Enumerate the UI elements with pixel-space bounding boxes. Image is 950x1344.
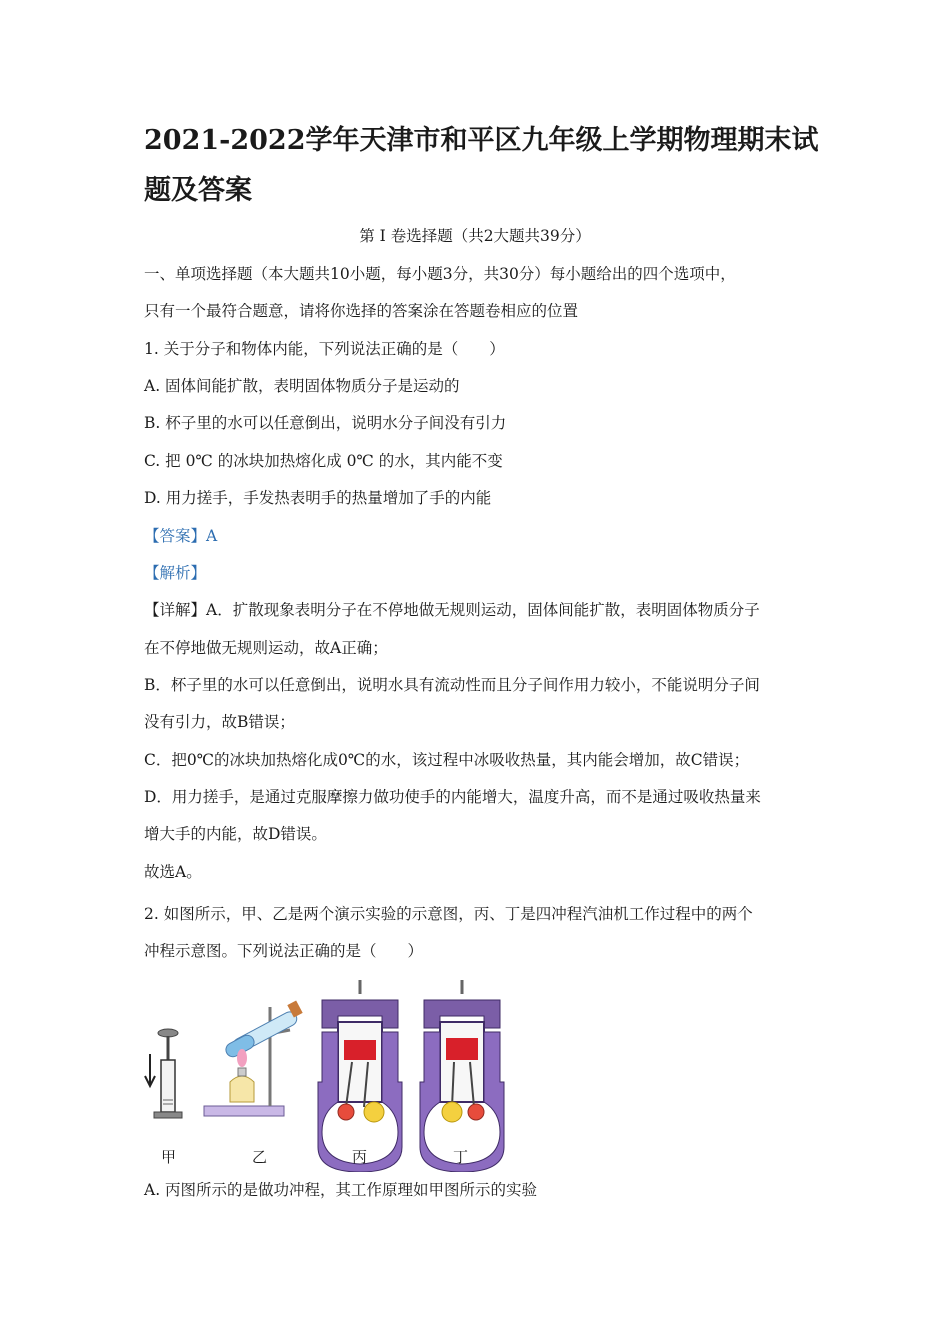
figure-label-ding: 丁 (453, 1148, 469, 1166)
figure-label-jia: 甲 (161, 1148, 177, 1166)
q1-option-a: A. 固体间能扩散，表明固体物质分子是运动的 (144, 377, 460, 395)
test-tube-heating-figure (204, 1000, 303, 1116)
engine-stroke-figure-bing (318, 980, 402, 1172)
figure-label-yi: 乙 (252, 1148, 268, 1166)
question-2-stem-line-2: 冲程示意图。下列说法正确的是（ ） (144, 942, 424, 960)
section-heading: 第 Ⅰ 卷选择题（共2大题共39分） (359, 227, 591, 245)
figure-label-bing: 丙 (352, 1148, 368, 1166)
question-1-stem: 1. 关于分子和物体内能，下列说法正确的是（ ） (144, 340, 505, 358)
q1-answer: 【答案】A (144, 527, 218, 545)
q1-detail-line: 增大手的内能，故D错误。 (144, 825, 327, 843)
q1-analysis-label: 【解析】 (144, 564, 207, 582)
experiment-figures (140, 972, 520, 1172)
instructions-line-1: 一、单项选择题（本大题共10小题，每小题3分，共30分）每小题给出的四个选项中， (144, 265, 736, 283)
q1-detail-line: 【详解】A．扩散现象表明分子在不停地做无规则运动，固体间能扩散，表明固体物质分子 (144, 601, 760, 619)
q1-detail-line: 故选A。 (144, 863, 202, 881)
q1-detail-line: C．把0℃的冰块加热熔化成0℃的水，该过程中冰吸收热量，其内能会增加，故C错误； (144, 751, 750, 769)
q2-option-a: A. 丙图所示的是做功冲程，其工作原理如甲图所示的实验 (144, 1181, 538, 1199)
q1-detail-line: B．杯子里的水可以任意倒出，说明水具有流动性而且分子间作用力较小，不能说明分子间 (144, 676, 760, 694)
q1-option-b: B. 杯子里的水可以任意倒出，说明水分子间没有引力 (144, 414, 507, 432)
instructions-line-2: 只有一个最符合题意，请将你选择的答案涂在答题卷相应的位置 (144, 302, 579, 320)
compression-cylinder-figure (145, 1029, 182, 1118)
q1-detail-line: D．用力搓手，是通过克服摩擦力做功使手的内能增大，温度升高，而不是通过吸收热量来 (144, 788, 761, 806)
engine-stroke-figure-ding (420, 980, 504, 1172)
document-title: 2021-2022学年天津市和平区九年级上学期物理期末试题及答案 (144, 125, 819, 206)
q1-detail-line: 没有引力，故B错误； (144, 713, 295, 731)
q1-option-c: C. 把 0℃ 的冰块加热熔化成 0℃ 的水，其内能不变 (144, 452, 503, 470)
q1-detail-line: 在不停地做无规则运动，故A正确； (144, 639, 388, 657)
q1-option-d: D. 用力搓手，手发热表明手的热量增加了手的内能 (144, 489, 492, 507)
question-2-stem-line-1: 2. 如图所示，甲、乙是两个演示实验的示意图，丙、丁是四冲程汽油机工作过程中的两个 (144, 905, 753, 923)
